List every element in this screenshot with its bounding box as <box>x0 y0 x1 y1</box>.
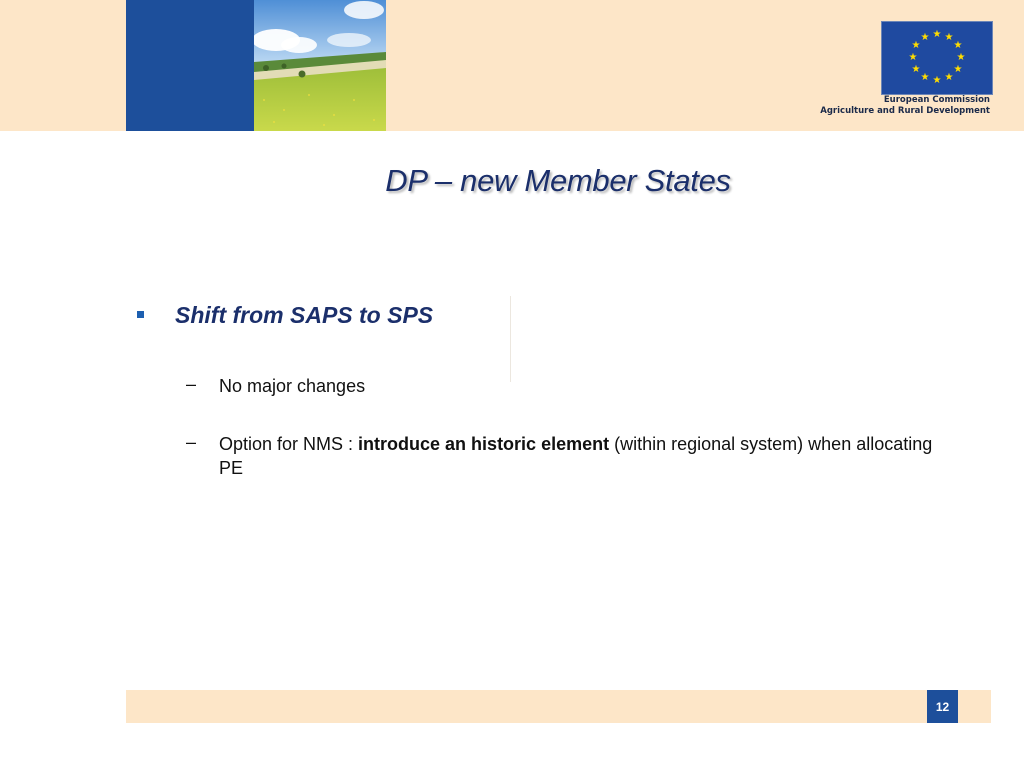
sub-bullet-dash: – <box>186 432 197 452</box>
sub-bullet-bold: introduce an historic element <box>358 434 610 454</box>
page-number: 12 <box>927 690 958 723</box>
svg-text:★: ★ <box>953 64 963 75</box>
svg-text:★: ★ <box>932 75 942 86</box>
eu-caption <box>780 95 990 117</box>
footer-band <box>126 690 991 723</box>
sub-bullet-text: No major changes <box>219 376 366 396</box>
svg-text:★: ★ <box>953 40 963 51</box>
svg-text:★: ★ <box>911 40 921 51</box>
divider <box>510 296 511 382</box>
svg-text:★: ★ <box>944 32 954 43</box>
main-bullet: Shift from SAPS to SPS <box>175 302 434 328</box>
sub-bullet-prefix: Option for NMS : <box>219 434 359 454</box>
sub-bullet-dash: – <box>186 374 197 394</box>
slide-title: DP – new Member States <box>385 163 731 198</box>
countryside-landscape-photo <box>254 0 386 131</box>
svg-text:★: ★ <box>920 32 930 43</box>
svg-text:★: ★ <box>911 64 921 75</box>
svg-text:★: ★ <box>920 72 930 83</box>
svg-text:★: ★ <box>908 52 918 63</box>
svg-text:★: ★ <box>956 52 966 63</box>
svg-text:★: ★ <box>944 72 954 83</box>
sub-bullet-suffix: (within regional system) when allocating PE <box>219 434 933 478</box>
organization-name: European Commission <box>883 95 990 105</box>
sub-bullet-text <box>219 432 949 480</box>
department-name: Agriculture and Rural Development <box>820 106 990 116</box>
bullet-square-icon <box>137 311 144 318</box>
header-blue-block <box>126 0 254 131</box>
eu-flag-icon <box>881 21 993 95</box>
svg-text:★: ★ <box>932 29 942 40</box>
